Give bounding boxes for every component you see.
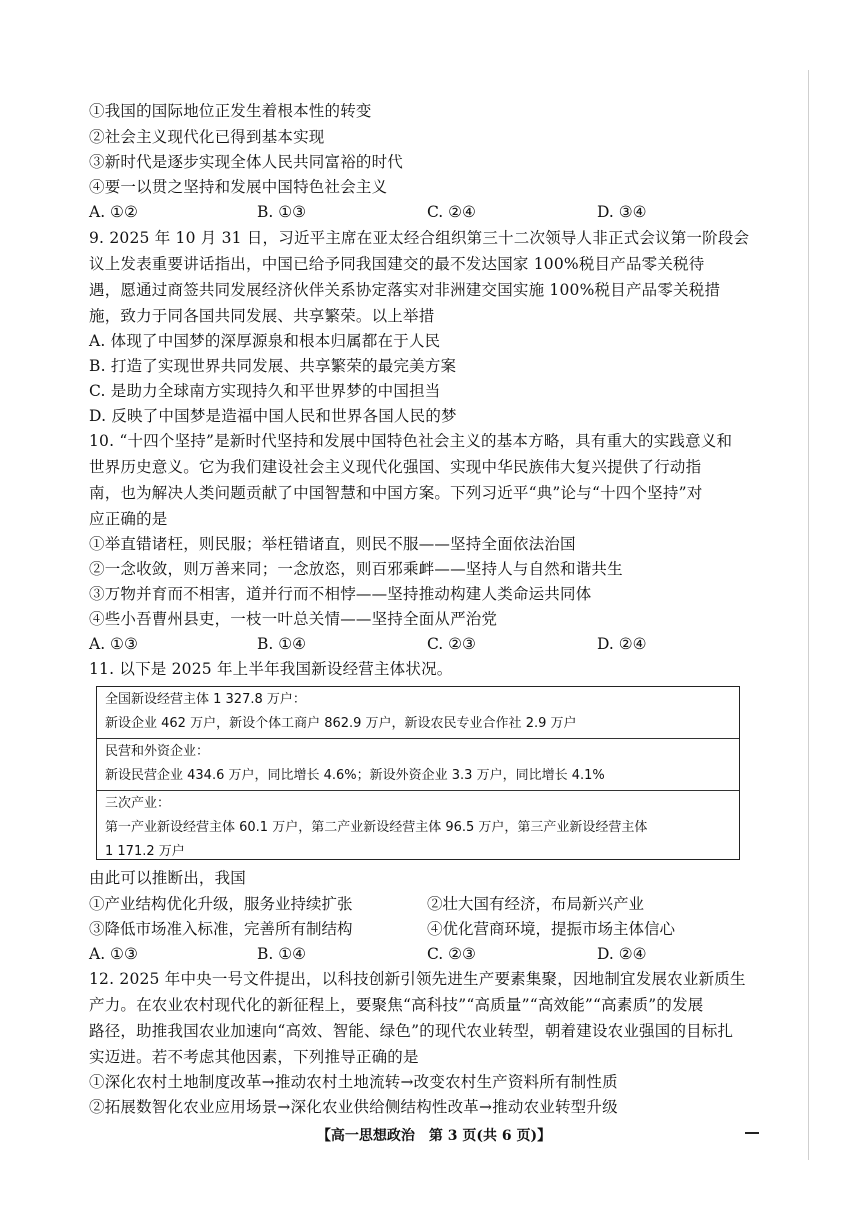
table-row-heading: 三次产业： bbox=[105, 796, 171, 811]
q11-choice-b: B. ①④ bbox=[257, 945, 307, 963]
q11-choice-d: D. ②④ bbox=[597, 945, 647, 963]
q12-stem-line-4: 实迈进。若不考虑其他因素，下列推导正确的是 bbox=[89, 1048, 419, 1066]
q11-options-row-1 bbox=[89, 892, 729, 916]
q11-choice-c: C. ②③ bbox=[427, 945, 476, 963]
table-row bbox=[97, 739, 739, 791]
q11-option-1: ①产业结构优化升级，服务业持续扩张 bbox=[89, 895, 353, 913]
table-row bbox=[97, 791, 739, 859]
scan-margin-line bbox=[808, 70, 809, 1160]
q10-choice-a: A. ①③ bbox=[89, 635, 138, 653]
q10-stem-line-4: 应正确的是 bbox=[89, 510, 168, 528]
q10-stem-line-1: 10. “十四个坚持”是新时代坚持和发展中国特色社会主义的基本方略，具有重大的实践意义和 bbox=[89, 432, 733, 450]
q9-option-b: B. 打造了实现世界共同发展、共享繁荣的最完美方案 bbox=[89, 357, 457, 375]
q11-data-table bbox=[96, 686, 740, 860]
q11-option-4: ④优化营商环境，提振市场主体信心 bbox=[427, 920, 676, 938]
q10-choice-b: B. ①④ bbox=[257, 635, 307, 653]
q11-option-2: ②壮大国有经济，布局新兴产业 bbox=[427, 895, 645, 913]
q10-stem-line-3: 南，也为解决人类问题贡献了中国智慧和中国方案。下列习近平“典”论与“十四个坚持”对 bbox=[89, 484, 703, 502]
q11-conclusion: 由此可以推断出，我国 bbox=[89, 869, 247, 887]
q12-stem-line-1: 12. 2025 年中央一号文件提出，以科技创新引领先进生产要素集聚，因地制宜发展农业新质生 bbox=[89, 970, 746, 988]
q9-option-a: A. 体现了中国梦的深厚源泉和根本归属都在于人民 bbox=[89, 332, 441, 350]
table-row-detail: 新设企业 462 万户，新设个体工商户 862.9 万户，新设农民专业合作社 2.9 万户 bbox=[105, 716, 577, 731]
q8-option-2: ②社会主义现代化已得到基本实现 bbox=[89, 128, 325, 146]
q10-option-1: ①举直错诸枉，则民服；举枉错诸直，则民不服——坚持全面依法治国 bbox=[89, 535, 576, 553]
table-row-detail: 新设民营企业 434.6 万户，同比增长 4.6%；新设外资企业 3.3 万户，同比增长 4.1% bbox=[105, 768, 605, 783]
q8-choices bbox=[89, 200, 729, 224]
q10-stem-line-2: 世界历史意义。它为我们建设社会主义现代化强国、实现中华民族伟大复兴提供了行动指 bbox=[89, 458, 702, 476]
q10-choice-c: C. ②③ bbox=[427, 635, 476, 653]
q8-choice-c: C. ②④ bbox=[427, 203, 476, 221]
table-row-heading: 民营和外资企业： bbox=[105, 744, 210, 759]
q8-choice-a: A. ①② bbox=[89, 203, 138, 221]
q11-choice-a: A. ①③ bbox=[89, 945, 138, 963]
q10-option-4: ④些小吾曹州县吏，一枝一叶总关情——坚持全面从严治党 bbox=[89, 610, 498, 628]
q10-option-2: ②一念收敛，则万善来同；一念放恣，则百邪乘衅——坚持人与自然和谐共生 bbox=[89, 560, 623, 578]
q8-option-1: ①我国的国际地位正发生着根本性的转变 bbox=[89, 102, 372, 120]
q8-option-4: ④要一以贯之坚持和发展中国特色社会主义 bbox=[89, 178, 388, 196]
q11-choices bbox=[89, 942, 729, 966]
q10-choice-d: D. ②④ bbox=[597, 635, 647, 653]
table-row-heading: 全国新设经营主体 1 327.8 万户： bbox=[105, 692, 306, 707]
q9-option-d: D. 反映了中国梦是造福中国人民和世界各国人民的梦 bbox=[89, 407, 457, 425]
corner-dash bbox=[745, 1132, 759, 1134]
q10-option-3: ③万物并育而不相害，道并行而不相悖——坚持推动构建人类命运共同体 bbox=[89, 585, 592, 603]
q8-choice-d: D. ③④ bbox=[597, 203, 647, 221]
table-row-detail-cont: 1 171.2 万户 bbox=[105, 844, 185, 859]
q11-option-3: ③降低市场准入标准，完善所有制结构 bbox=[89, 920, 353, 938]
q12-stem-line-2: 产力。在农业农村现代化的新征程上，要聚焦“高科技”“高质量”“高效能”“高素质”的发展 bbox=[89, 996, 704, 1014]
table-row-detail: 第一产业新设经营主体 60.1 万户，第二产业新设经营主体 96.5 万户，第三产业新设经营主体 bbox=[105, 820, 648, 835]
q9-stem-line-3: 遇，愿通过商签共同发展经济伙伴关系协定落实对非洲建交国实施 100%税目产品零关税措 bbox=[89, 281, 721, 299]
q12-option-1: ①深化农村土地制度改革→推动农村土地流转→改变农村生产资料所有制性质 bbox=[89, 1073, 618, 1091]
q9-stem-line-4: 施，致力于同各国共同发展、共享繁荣。以上举措 bbox=[89, 307, 435, 325]
q8-choice-b: B. ①③ bbox=[257, 203, 307, 221]
q9-stem-line-2: 议上发表重要讲话指出，中国已给予同我国建交的最不发达国家 100%税目产品零关税待 bbox=[89, 255, 705, 273]
q9-option-c: C. 是助力全球南方实现持久和平世界梦的中国担当 bbox=[89, 382, 441, 400]
page-footer: 【高一思想政治 第 3 页(共 6 页)】 bbox=[316, 1128, 552, 1144]
table-row bbox=[97, 687, 739, 739]
q12-stem-line-3: 路径，助推我国农业加速向“高效、智能、绿色”的现代农业转型，朝着建设农业强国的目标扎 bbox=[89, 1022, 734, 1040]
q11-stem: 11. 以下是 2025 年上半年我国新设经营主体状况。 bbox=[89, 660, 453, 678]
q9-stem-line-1: 9. 2025 年 10 月 31 日，习近平主席在亚太经合组织第三十二次领导人非正式会议第一阶段会 bbox=[89, 229, 750, 247]
q8-option-3: ③新时代是逐步实现全体人民共同富裕的时代 bbox=[89, 153, 404, 171]
q11-options-row-2 bbox=[89, 917, 729, 941]
q12-option-2: ②拓展数智化农业应用场景→深化农业供给侧结构性改革→推动农业转型升级 bbox=[89, 1098, 618, 1116]
q10-choices bbox=[89, 632, 729, 656]
